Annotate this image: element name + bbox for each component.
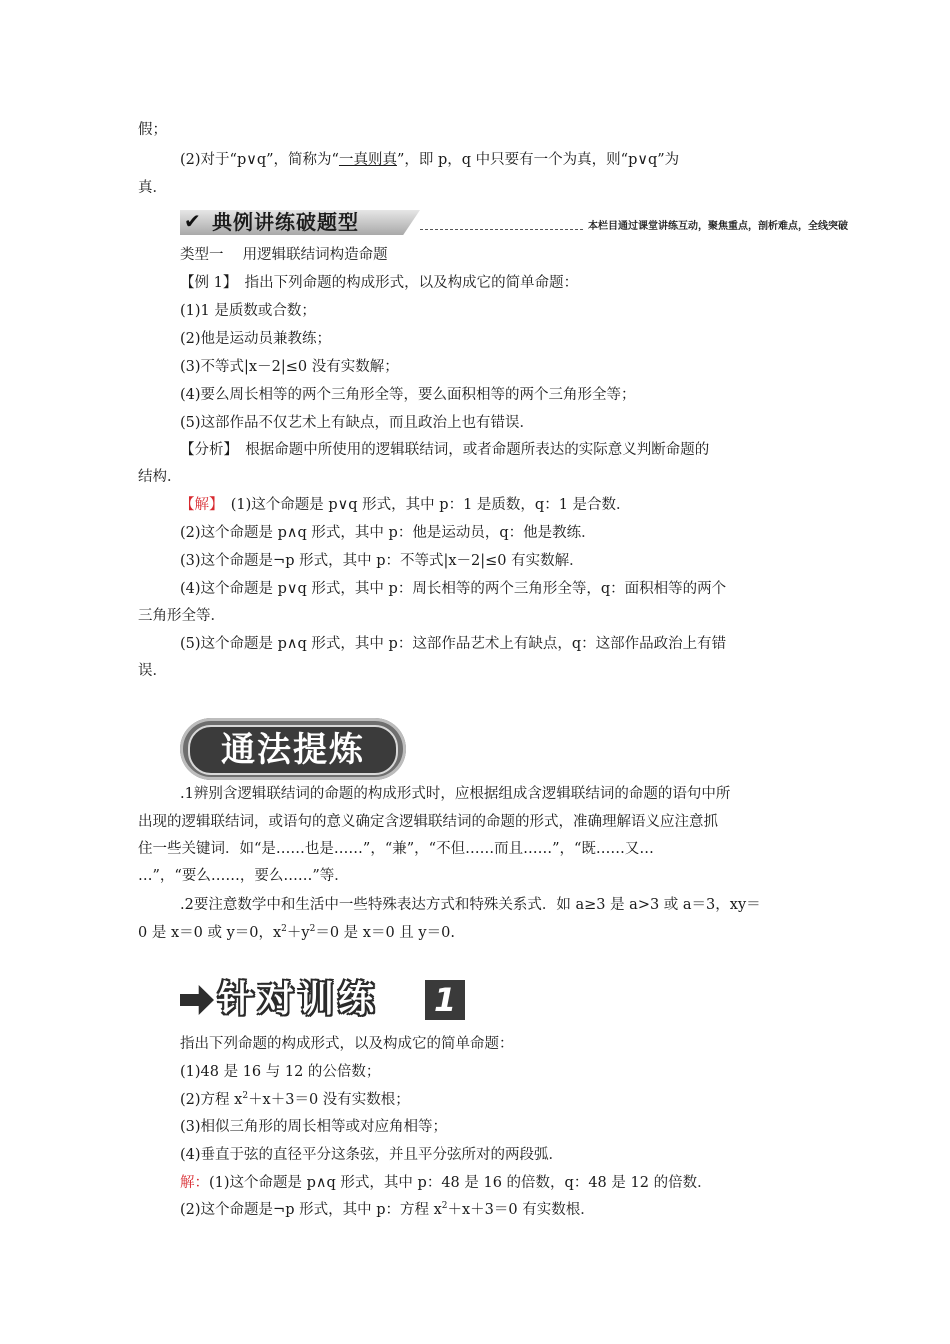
solution-label: 解： — [180, 1175, 209, 1191]
text-line: .2要注意数学中和生活中一些特殊表达方式和特殊关系式．如 a≥3 是 a>3 或 a＝3，xy＝ — [180, 897, 761, 913]
text-line: 真． — [138, 180, 167, 196]
text-line: (2)他是运动员兼教练； — [180, 331, 332, 347]
solution-label: 【解】 — [180, 497, 217, 513]
text-line: (2)这个命题是¬p 形式，其中 p：方程 $x^2+x+3=0$ 有实数根． — [180, 1201, 595, 1218]
solution-line: 【解】 (1)这个命题是 p∨q 形式，其中 p：1 是质数，q：1 是合数． — [180, 497, 631, 513]
text-line: (5)这个命题是 p∧q 形式，其中 p：这部作品艺术上有缺点，q：这部作品政治上有错 — [180, 636, 727, 652]
method-summary-badge — [180, 718, 406, 780]
analysis-line: 【分析】 根据命题中所使用的逻辑联结词，或者命题所表达的实际意义判断命题的 — [180, 442, 710, 458]
underlined-phrase: 一真则真 — [338, 152, 397, 168]
text-line: (2)方程 $x^2+x+3=0$ 没有实数根； — [180, 1091, 410, 1108]
text-line: (2)这个命题是 p∧q 形式，其中 p：他是运动员，q：他是教练． — [180, 525, 596, 541]
banner-title: 典例讲练破题型 — [212, 210, 359, 234]
check-icon: ✔ — [184, 209, 201, 233]
banner-note: 本栏目通过课堂讲练互动，聚焦重点，剖析难点，全线突破 — [584, 220, 848, 234]
text-line: 三角形全等． — [138, 608, 225, 624]
text-line: (3)这个命题是¬p 形式，其中 p：不等式|x－2|≤0 有实数解． — [180, 553, 584, 569]
section-heading: 类型一 用逻辑联结词构造命题 — [180, 247, 388, 263]
text-line: 住一些关键词．如“是……也是……”，“兼”，“不但……而且……”，“既……又… — [138, 841, 654, 857]
text-line: 误． — [138, 663, 167, 679]
text-line: 0 是 x＝0 或 y＝0，$x^2+y^2=0$ 是 x＝0 且 y＝0. — [138, 924, 455, 941]
solution-line: 解：(1)这个命题是 p∧q 形式，其中 p：48 是 16 的倍数，q：48 是 12 的倍数． — [180, 1175, 712, 1191]
practice-number: 1 — [425, 980, 465, 1020]
practice-title: 针对训练 — [218, 979, 379, 1020]
text-line: (4)垂直于弦的直径平分这条弦，并且平分弦所对的两段弧． — [180, 1147, 564, 1163]
text-line: (4)要么周长相等的两个三角形全等，要么面积相等的两个三角形全等； — [180, 387, 636, 403]
arrow-right-icon — [180, 985, 214, 1015]
text-line: 指出下列命题的构成形式，以及构成它的简单命题： — [180, 1036, 514, 1052]
text-line: (1)48 是 16 与 12 的公倍数； — [180, 1064, 381, 1080]
text-line: (3)相似三角形的周长相等或对应角相等； — [180, 1119, 448, 1135]
text-line: (1)1 是质数或合数； — [180, 303, 316, 319]
text-line: 结构． — [138, 469, 182, 485]
example-title: 【例 1】 指出下列命题的构成形式，以及构成它的简单命题： — [180, 275, 579, 291]
text-line: (4)这个命题是 p∨q 形式，其中 p：周长相等的两个三角形全等，q：面积相等的两个 — [180, 581, 727, 597]
practice-header — [180, 975, 470, 1025]
badge-title: 通法提炼 — [221, 730, 365, 770]
text-line: (3)不等式|x－2|≤0 没有实数解； — [180, 359, 399, 375]
text-line: 假； — [138, 122, 167, 138]
text-line: …”，“要么……，要么……”等． — [138, 868, 349, 884]
section-banner — [180, 209, 848, 236]
text-line: (5)这部作品不仅艺术上有缺点，而且政治上也有错误． — [180, 415, 535, 431]
text-line: 出现的逻辑联结词，或语句的意义确定含逻辑联结词的命题的形式，准确理解语义应注意抓 — [138, 814, 718, 830]
text-line: (2)对于“p∨q”，简称为“一真则真”，即 p，q 中只要有一个为真，则“p∨q”为 — [180, 152, 680, 168]
badge-inner — [188, 725, 398, 775]
text-line: .1辨别含逻辑联结词的命题的构成形式时，应根据组成含逻辑联结词的命题的语句中所 — [180, 786, 731, 802]
